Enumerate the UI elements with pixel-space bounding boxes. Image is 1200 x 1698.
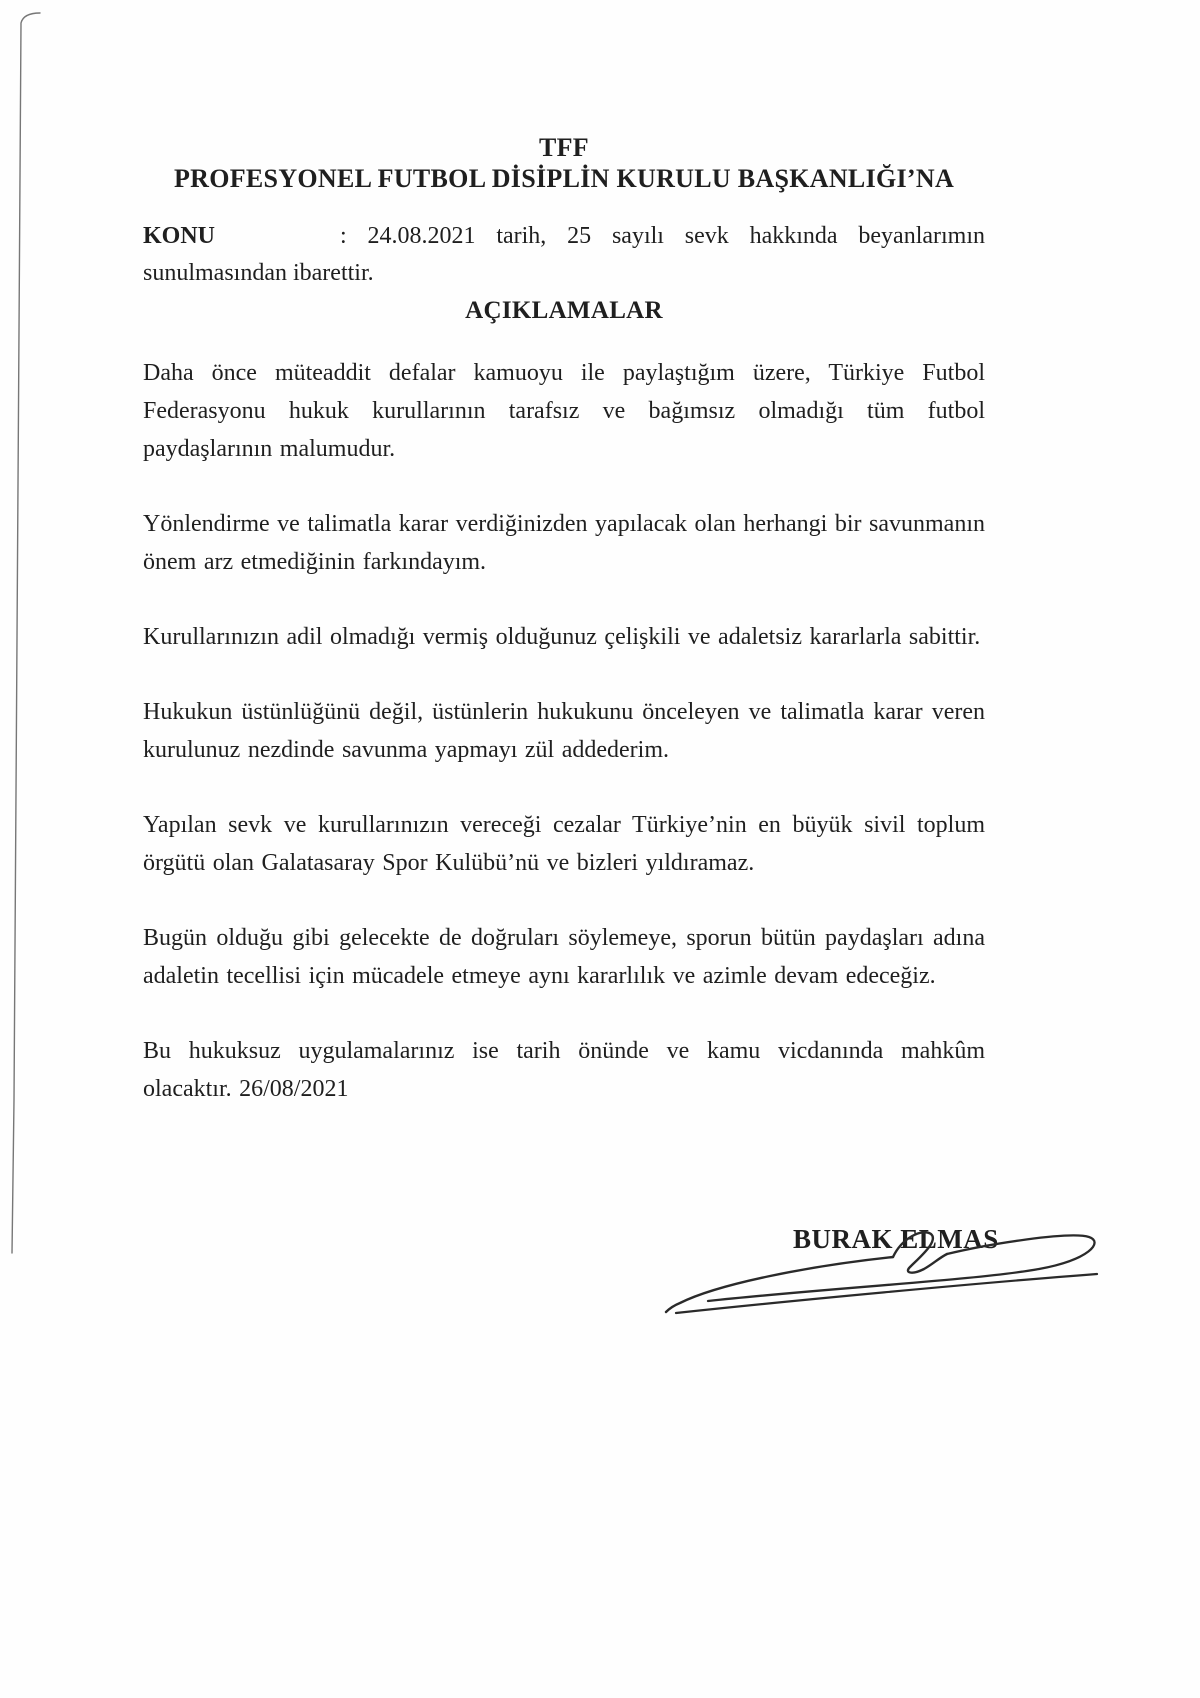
letter-header <box>143 132 985 194</box>
subject-separator: : <box>340 223 368 249</box>
subject-label: KONU <box>143 223 215 249</box>
letter-content <box>143 0 999 1398</box>
org-title: TFF <box>538 133 589 162</box>
paragraph-3: Kurullarınızın adil olmadığı vermiş olduğunuz çelişkili ve adaletsiz kararlarla sabittir. <box>143 624 981 650</box>
handwritten-signature-icon <box>648 1216 1108 1366</box>
scan-edge-line <box>0 0 60 1300</box>
signatory-name: BURAK ELMAS <box>793 1224 999 1254</box>
paragraph-6: Bugün olduğu gibi gelecekte de doğruları söylemeye, sporun bütün paydaşları adına adaletin tecellisi için mücadele etmeye aynı kararlılık ve azimle devam edeceğiz. <box>143 925 985 989</box>
subject-line <box>143 218 985 292</box>
paragraph-1: Daha önce müteaddit defalar kamuoyu ile paylaştığım üzere, Türkiye Futbol Federasyonu hukuk kurullarının tarafsız ve bağımsız olmadığı tüm futbol paydaşlarının malumudur. <box>143 360 985 462</box>
signature-block <box>143 1208 999 1398</box>
paragraph-5: Yapılan sevk ve kurullarınızın vereceği cezalar Türkiye’nin en büyük sivil toplum örgütü olan Galatasaray Spor Kulübü’nü ve bizleri yıldıramaz. <box>143 812 985 876</box>
paragraph-7: Bu hukuksuz uygulamalarınız ise tarih önünde ve kamu vicdanında mahkûm olacaktır. 26/08/2021 <box>143 1038 985 1102</box>
subject-text: 24.08.2021 tarih, 25 sayılı sevk hakkında beyanlarımın sunulmasından ibarettir. <box>143 223 986 286</box>
section-title: AÇIKLAMALAR <box>465 297 663 324</box>
recipient-title: PROFESYONEL FUTBOL DİSİPLİN KURULU BAŞKANLIĞI’NA <box>173 164 955 193</box>
paragraph-2: Yönlendirme ve talimatla karar verdiğinizden yapılacak olan herhangi bir savunmanın önem arz etmediğinin farkındayım. <box>143 511 985 575</box>
paragraph-4: Hukukun üstünlüğünü değil, üstünlerin hukukunu önceleyen ve talimatla karar veren kurulunuz nezdinde savunma yapmayı zül addederim. <box>143 699 985 763</box>
